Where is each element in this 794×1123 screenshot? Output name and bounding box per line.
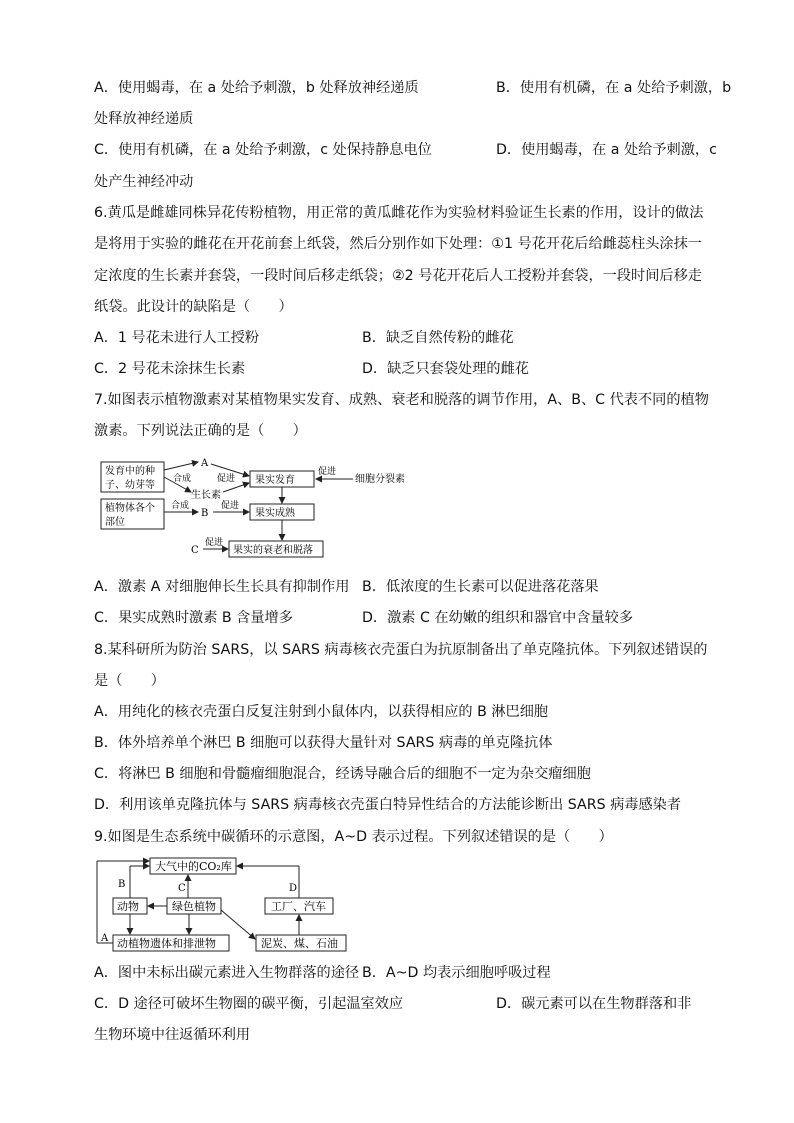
- plant-parts-label: 植物体各个: [105, 503, 155, 514]
- q9-option-c: C．D 途径可破坏生物圈的碳平衡，引起温室效应: [94, 996, 404, 1012]
- green-plant-label: 绿色植物: [172, 900, 216, 913]
- q5-option-b-cont: 处释放神经递质: [94, 111, 194, 127]
- q5-option-c: C．使用有机磷，在 a 处给予刺激，c 处保持静息电位: [94, 142, 432, 158]
- q6-option-c: C．2 号花未涂抹生长素: [94, 361, 246, 377]
- promote-label: 促进: [217, 474, 236, 484]
- promote-label: 促进: [205, 538, 224, 548]
- q5-option-d-cont: 处产生神经冲动: [94, 174, 194, 190]
- process-d-label: D: [289, 883, 298, 894]
- fossil-fuel-label: 泥炭、煤、石油: [261, 937, 338, 950]
- q7-option-c: C．果实成熟时激素 B 含量增多: [94, 610, 293, 626]
- remains-label: 动植物遗体和排泄物: [117, 937, 216, 950]
- hormone-regulation-diagram: [95, 452, 425, 562]
- q7-option-d: D．激素 C 在幼嫩的组织和器官中含量较多: [362, 610, 634, 626]
- q9-option-b: B．A~D 均表示细胞呼吸过程: [362, 965, 551, 981]
- q8-option-c: C．将淋巴 B 细胞和骨髓瘤细胞混合，经诱导融合后的细胞不一定为杂交瘤细胞: [94, 766, 591, 782]
- fruit-development-label: 果实发育: [255, 475, 295, 486]
- plant-parts-label: 部位: [105, 517, 125, 528]
- hormone-b-label: B: [201, 508, 209, 519]
- q8-option-b: B．体外培养单个淋巴 B 细胞可以获得大量针对 SARS 病毒的单克隆抗体: [94, 735, 553, 751]
- q8-stem: 是（ ）: [94, 673, 165, 689]
- auxin-label: 生长素: [191, 490, 221, 501]
- q6-option-b: B．缺乏自然传粉的雌花: [362, 330, 514, 346]
- q6-stem: 定浓度的生长素并套袋，一段时间后移走纸袋；②2 号花开花后人工授粉并套袋，一段时间后移走: [94, 268, 702, 284]
- promote-label: 促进: [318, 467, 337, 477]
- seed-label: 子、幼芽等: [105, 480, 155, 491]
- q6-option-a: A．1 号花未进行人工授粉: [94, 330, 260, 346]
- promote-label: 促进: [221, 501, 240, 511]
- q9-option-d: D．碳元素可以在生物群落和非: [496, 996, 692, 1012]
- atmosphere-co2-label: 大气中的CO₂库: [155, 860, 232, 873]
- q6-option-d: D．缺乏只套袋处理的雌花: [362, 361, 529, 377]
- q6-stem: 6.黄瓜是雌雄同株异花传粉植物，用正常的黄瓜雌花作为实验材料验证生长素的作用，设计的做法: [94, 205, 704, 221]
- factory-label: 工厂、汽车: [271, 900, 326, 913]
- q7-stem: 激素。下列说法正确的是（ ）: [94, 423, 307, 439]
- q8-option-a: A．用纯化的核衣壳蛋白反复注射到小鼠体内，以获得相应的 B 淋巴细胞: [94, 704, 549, 720]
- q6-stem: 是将用于实验的雌花在开花前套上纸袋，然后分别作如下处理：①1 号花开花后给雌蕊柱头涂抹一: [94, 236, 702, 252]
- q5-option-d: D．使用蝎毒，在 a 处给予刺激，c: [496, 142, 717, 158]
- q9-option-a: A．图中未标出碳元素进入生物群落的途径: [94, 965, 360, 981]
- q7-option-b: B．低浓度的生长素可以促进落花落果: [362, 579, 599, 595]
- q5-option-b: B．使用有机磷，在 a 处给予刺激，b: [496, 80, 732, 96]
- synth-label: 合成: [171, 501, 190, 511]
- hormone-c-label: C: [191, 545, 199, 556]
- fruit-ripening-label: 果实成熟: [255, 508, 295, 519]
- q7-option-a: A．激素 A 对细胞伸长生长具有抑制作用: [94, 579, 350, 595]
- process-a-label: A: [101, 933, 109, 944]
- animal-label: 动物: [117, 900, 139, 913]
- q9-option-d-cont: 生物环境中往返循环利用: [94, 1027, 251, 1043]
- process-c-label: C: [178, 883, 186, 894]
- hormone-a-label: A: [201, 458, 209, 469]
- synth-label: 合成: [173, 474, 192, 484]
- fruit-aging-label: 果实的衰老和脱落: [233, 545, 313, 556]
- process-b-label: B: [118, 879, 126, 890]
- q9-stem: 9.如图是生态系统中碳循环的示意图，A~D 表示过程。下列叙述错误的是（ ）: [94, 829, 613, 845]
- q6-stem: 纸袋。此设计的缺陷是（ ）: [94, 299, 293, 315]
- q8-stem: 8.某科研所为防治 SARS，以 SARS 病毒核衣壳蛋白为抗原制备出了单克隆抗体。下列叙述错误的: [94, 642, 708, 658]
- q5-option-a: A．使用蝎毒，在 a 处给予刺激，b 处释放神经递质: [94, 80, 419, 96]
- carbon-cycle-diagram: [93, 855, 363, 955]
- seed-label: 发育中的种: [105, 466, 155, 477]
- cytokinin-label: 细胞分裂素: [355, 474, 405, 485]
- q7-stem: 7.如图表示植物激素对某植物果实发育、成熟、衰老和脱落的调节作用，A、B、C 代表不同的植物: [94, 392, 709, 408]
- q8-option-d: D．利用该单克隆抗体与 SARS 病毒核衣壳蛋白特异性结合的方法能诊断出 SARS 病毒感染者: [94, 797, 682, 813]
